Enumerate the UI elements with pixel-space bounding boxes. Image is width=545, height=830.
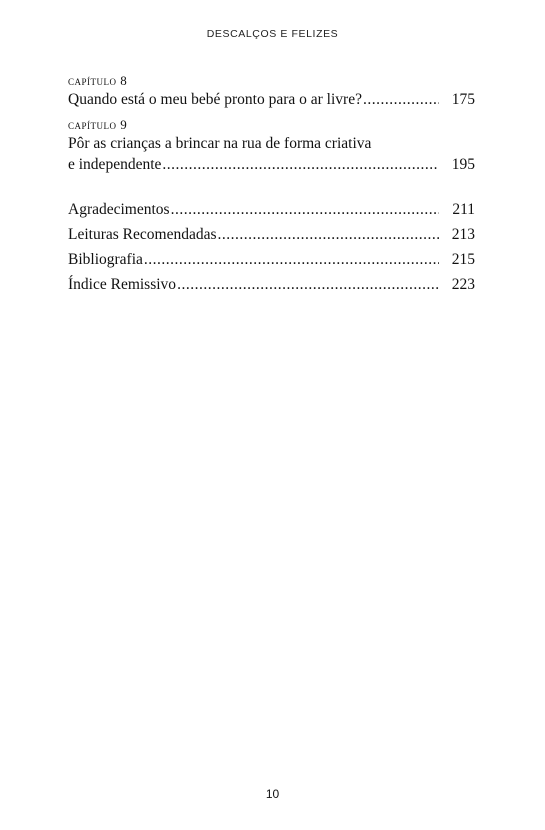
toc-entry-recommended-reading[interactable] (68, 224, 475, 245)
page-ref: 213 (451, 226, 475, 243)
chapter-title: Quando está o meu bebé pronto para o ar livre? (68, 91, 362, 108)
backmatter-list (68, 199, 475, 295)
running-header: DESCALÇOS E FELIZES (206, 28, 339, 40)
toc-entry-index[interactable] (68, 274, 475, 295)
chapter-number: 8 (120, 73, 128, 88)
dot-leader (162, 154, 439, 175)
chapter-number: 9 (120, 117, 128, 132)
page-ref: 211 (452, 201, 475, 218)
toc-entry[interactable] (68, 89, 475, 110)
toc-entry-acknowledgements[interactable] (68, 199, 475, 220)
page-ref: 223 (451, 276, 475, 293)
toc-chapter-9 (68, 116, 475, 175)
toc-entry-bibliography[interactable] (68, 249, 475, 270)
page-number: 10 (265, 787, 280, 801)
chapter-title-line1: Pôr as crianças a brincar na rua de forma criativa (68, 135, 372, 152)
chapter-label-word: capítulo (68, 117, 117, 132)
chapter-label-word: capítulo (68, 73, 117, 88)
dot-leader (217, 224, 439, 245)
chapter-label (68, 116, 475, 133)
chapter-label (68, 72, 475, 89)
page-ref: 195 (451, 156, 475, 173)
dot-leader (177, 274, 439, 295)
entry-title: Bibliografia (68, 251, 143, 268)
chapter-title-line2: e independente (68, 156, 162, 173)
toc-entry[interactable] (68, 154, 475, 175)
page-ref: 215 (451, 251, 475, 268)
entry-title: Agradecimentos (68, 201, 170, 218)
toc-chapter-8 (68, 72, 475, 110)
dot-leader (144, 249, 439, 270)
page-ref: 175 (451, 91, 475, 108)
entry-title: Índice Remissivo (68, 276, 177, 293)
entry-title: Leituras Recomendadas (68, 226, 217, 243)
dot-leader (171, 199, 439, 220)
dot-leader (363, 89, 439, 110)
table-of-contents (68, 72, 475, 299)
